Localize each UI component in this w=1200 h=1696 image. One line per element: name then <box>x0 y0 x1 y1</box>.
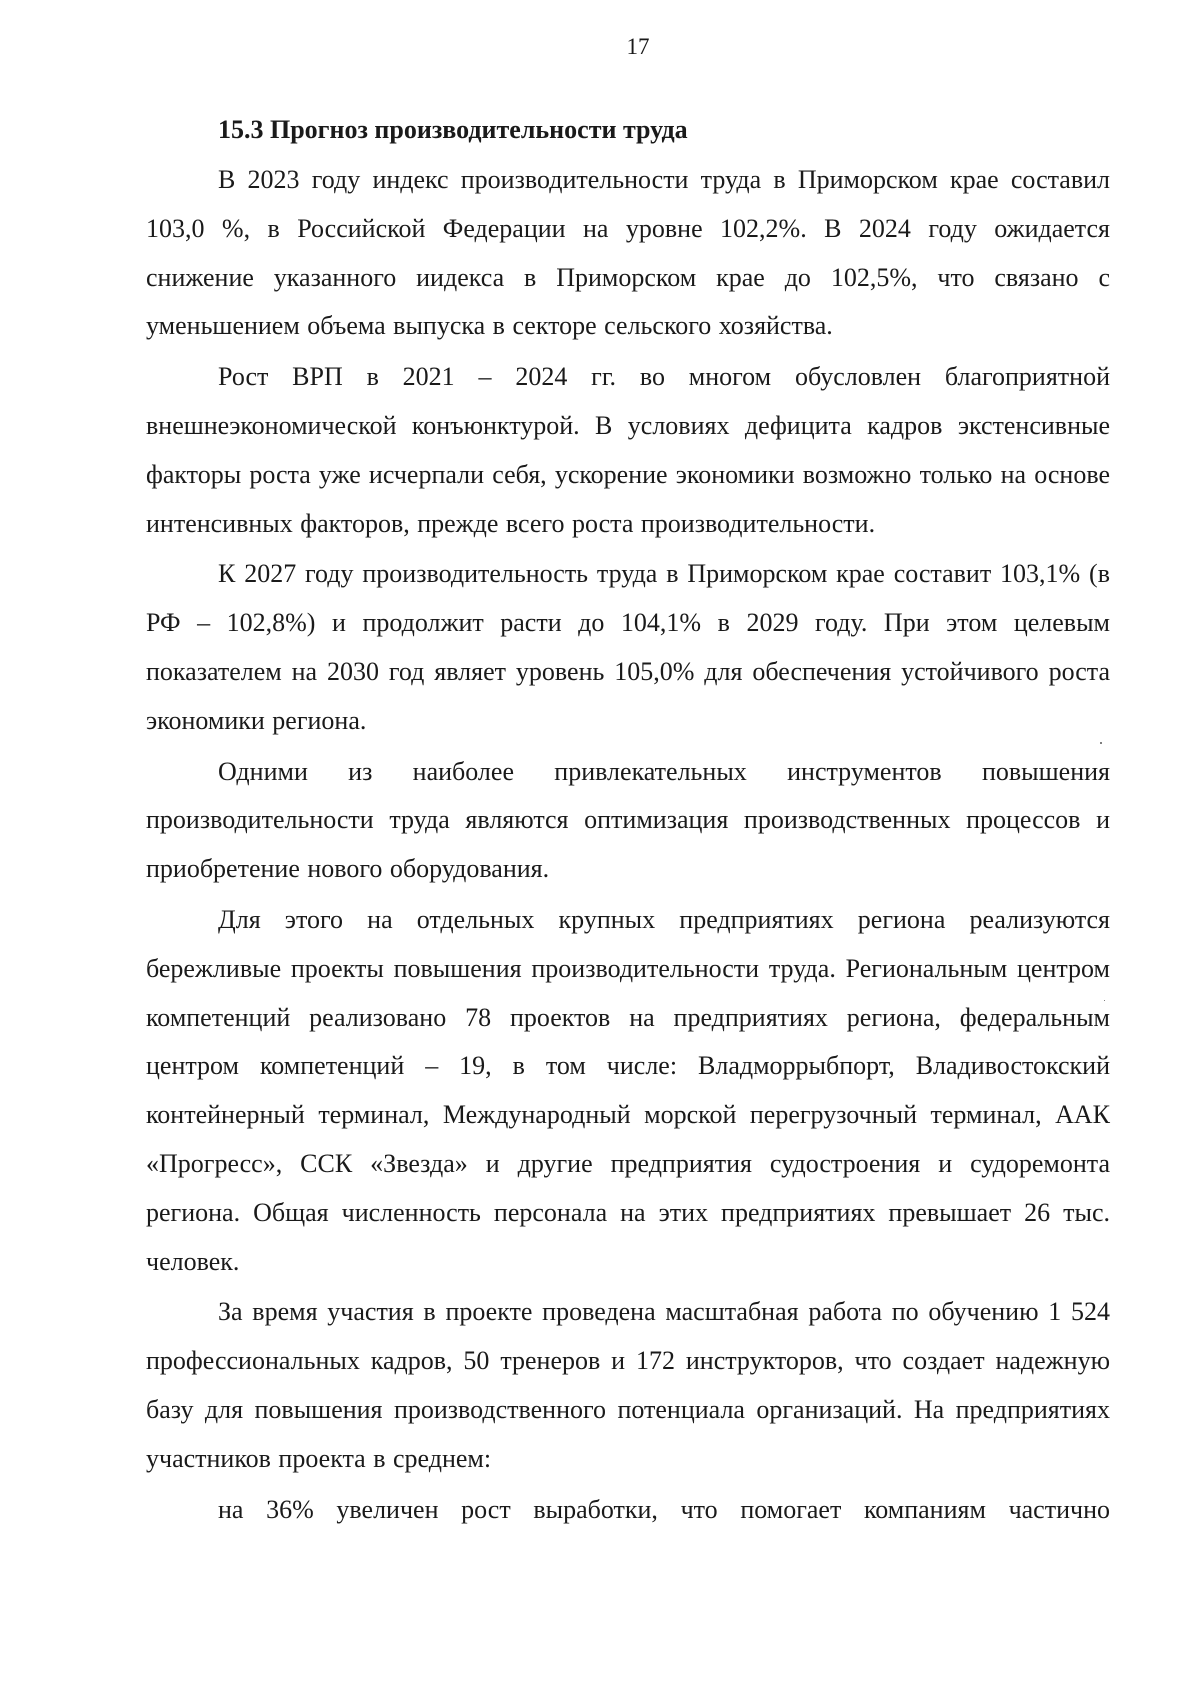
section-heading: 15.3 Прогноз производительности труда <box>218 115 688 144</box>
scan-speck <box>1104 1000 1105 1001</box>
scan-speck <box>1100 742 1102 744</box>
page-number: 17 <box>626 34 650 59</box>
paragraph-forecast-2027: К 2027 году производительность труда в Приморском крае составит 103,1% (в РФ – 102,8%) и продолжит расти до 104,1% в 2029 году. При этом целевым показателем на 2030 год являет уровень 105,0% для обеспечения устойчивого роста экономики региона. <box>146 559 1110 735</box>
paragraph-lean-projects: Для этого на отдельных крупных предприятиях региона реализуются бережливые проекты повышения производительности труда. Региональным центром компетенций реализовано 78 проектов на предприятиях региона, федеральным центром компетенций – 19, в том числе: Владморрыбпорт, Владивостокский контейнерный терминал, Международный морской перегрузочный терминал, ААК «Прогресс», ССК «Звезда» и другие предприятия судостроения и судоремонта региона. Общая численность персонала на этих предприятиях превышает 26 тыс. человек. <box>146 904 1110 1276</box>
paragraph-output-growth: на 36% увеличен рост выработки, что помогает компаниям частично <box>218 1494 1110 1524</box>
paragraph-grp-growth: Рост ВРП в 2021 – 2024 гг. во многом обусловлен благоприятной внешнеэкономической конъюнктурой. В условиях дефицита кадров экстенсивные факторы роста уже исчерпали себя, ускорение экономики возможно только на основе интенсивных факторов, прежде всего роста производительности. <box>146 362 1110 538</box>
document-body <box>146 112 1110 1536</box>
paragraph-instruments: Одними из наиболее привлекательных инструментов повышения производительности труда являются оптимизация производственных процессов и приобретение нового оборудования. <box>146 756 1110 884</box>
paragraph-training: За время участия в проекте проведена масштабная работа по обучению 1 524 профессиональных кадров, 50 тренеров и 172 инструкторов, что создает надежную базу для повышения производственного потенциала организаций. На предприятиях участников проекта в среднем: <box>146 1297 1110 1473</box>
paragraph-productivity-index: В 2023 году индекс производительности труда в Приморском крае составил 103,0 %, в Российской Федерации на уровне 102,2%. В 2024 году ожидается снижение указанного иидекса в Приморском крае до 102,5%, что связано с уменьшением объема выпуска в секторе сельского хозяйства. <box>146 165 1110 341</box>
